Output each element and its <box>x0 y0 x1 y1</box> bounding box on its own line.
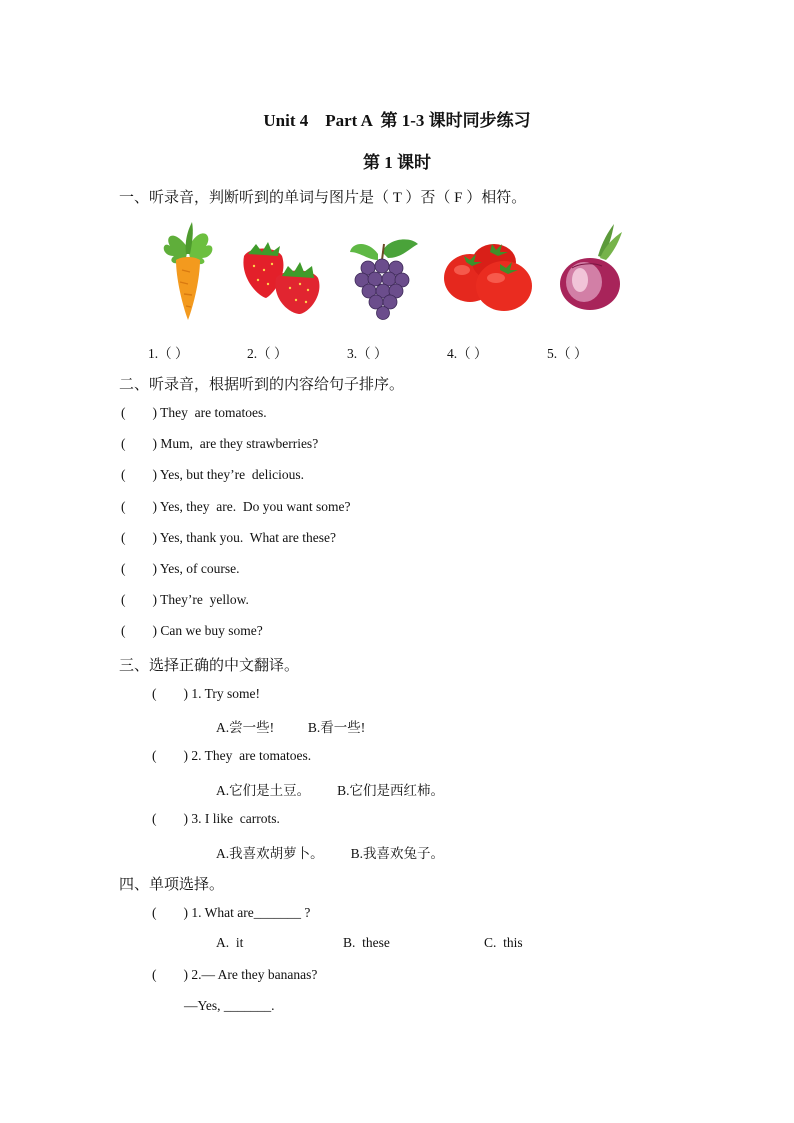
ordering-item: ( ) Yes, but they’re delicious. <box>121 467 304 482</box>
ordering-item: ( ) Can we buy some? <box>121 623 263 638</box>
ordering-item: ( ) They’re yellow. <box>121 592 249 607</box>
translation-question-3: ( ) 3. I like carrots. <box>152 811 280 826</box>
section-2-heading: 二、听录音，根据听到的内容给句子排序。 <box>119 377 405 393</box>
choice-question-2: ( ) 2.— Are they bananas? <box>152 967 318 982</box>
tomato-icon <box>442 240 534 312</box>
choice-option-c: C. this <box>484 935 523 950</box>
translation-options-2: A.它们是土豆。 B.它们是西红柿。 <box>216 783 445 798</box>
translation-question-2: ( ) 2. They are tomatoes. <box>152 748 312 763</box>
ordering-item: ( ) Yes, of course. <box>121 561 240 576</box>
carrot-icon <box>160 218 216 322</box>
section-1-heading: 一、听录音，判断听到的单词与图片是（ T ）否（ F ）相符。 <box>119 190 527 206</box>
ordering-item: ( ) They are tomatoes. <box>121 405 267 420</box>
ordering-item: ( ) Mum, are they strawberries? <box>121 436 319 451</box>
page-title: Unit 4 Part A 第 1-3 课时同步练习 <box>263 111 531 130</box>
ordering-item: ( ) Yes, thank you. What are these? <box>121 530 336 545</box>
answer-blank-2[interactable]: 2.（ ） <box>247 346 288 361</box>
section-3-heading: 三、选择正确的中文翻译。 <box>119 658 300 674</box>
choice-reply-2: —Yes, _______. <box>184 998 275 1013</box>
section-4-heading: 四、单项选择。 <box>119 877 225 893</box>
ordering-item: ( ) Yes, they are. Do you want some? <box>121 499 351 514</box>
translation-options-3: A.我喜欢胡萝卜。 B.我喜欢兔子。 <box>216 846 445 861</box>
translation-options-1: A.尝一些! B.看一些! <box>216 720 366 735</box>
answer-blank-4[interactable]: 4.（ ） <box>447 346 488 361</box>
onion-icon <box>558 224 624 314</box>
choice-question-1: ( ) 1. What are_______ ? <box>152 905 311 920</box>
strawberry-icon <box>238 238 324 314</box>
answer-blank-1[interactable]: 1.（ ） <box>148 346 189 361</box>
translation-question-1: ( ) 1. Try some! <box>152 686 261 701</box>
answer-blank-3[interactable]: 3.（ ） <box>347 346 388 361</box>
lesson-subtitle: 第 1 课时 <box>363 153 431 172</box>
choice-option-a: A. it <box>216 935 244 950</box>
grapes-icon <box>348 234 422 320</box>
answer-blank-5[interactable]: 5.（ ） <box>547 346 588 361</box>
choice-option-b: B. these <box>343 935 390 950</box>
